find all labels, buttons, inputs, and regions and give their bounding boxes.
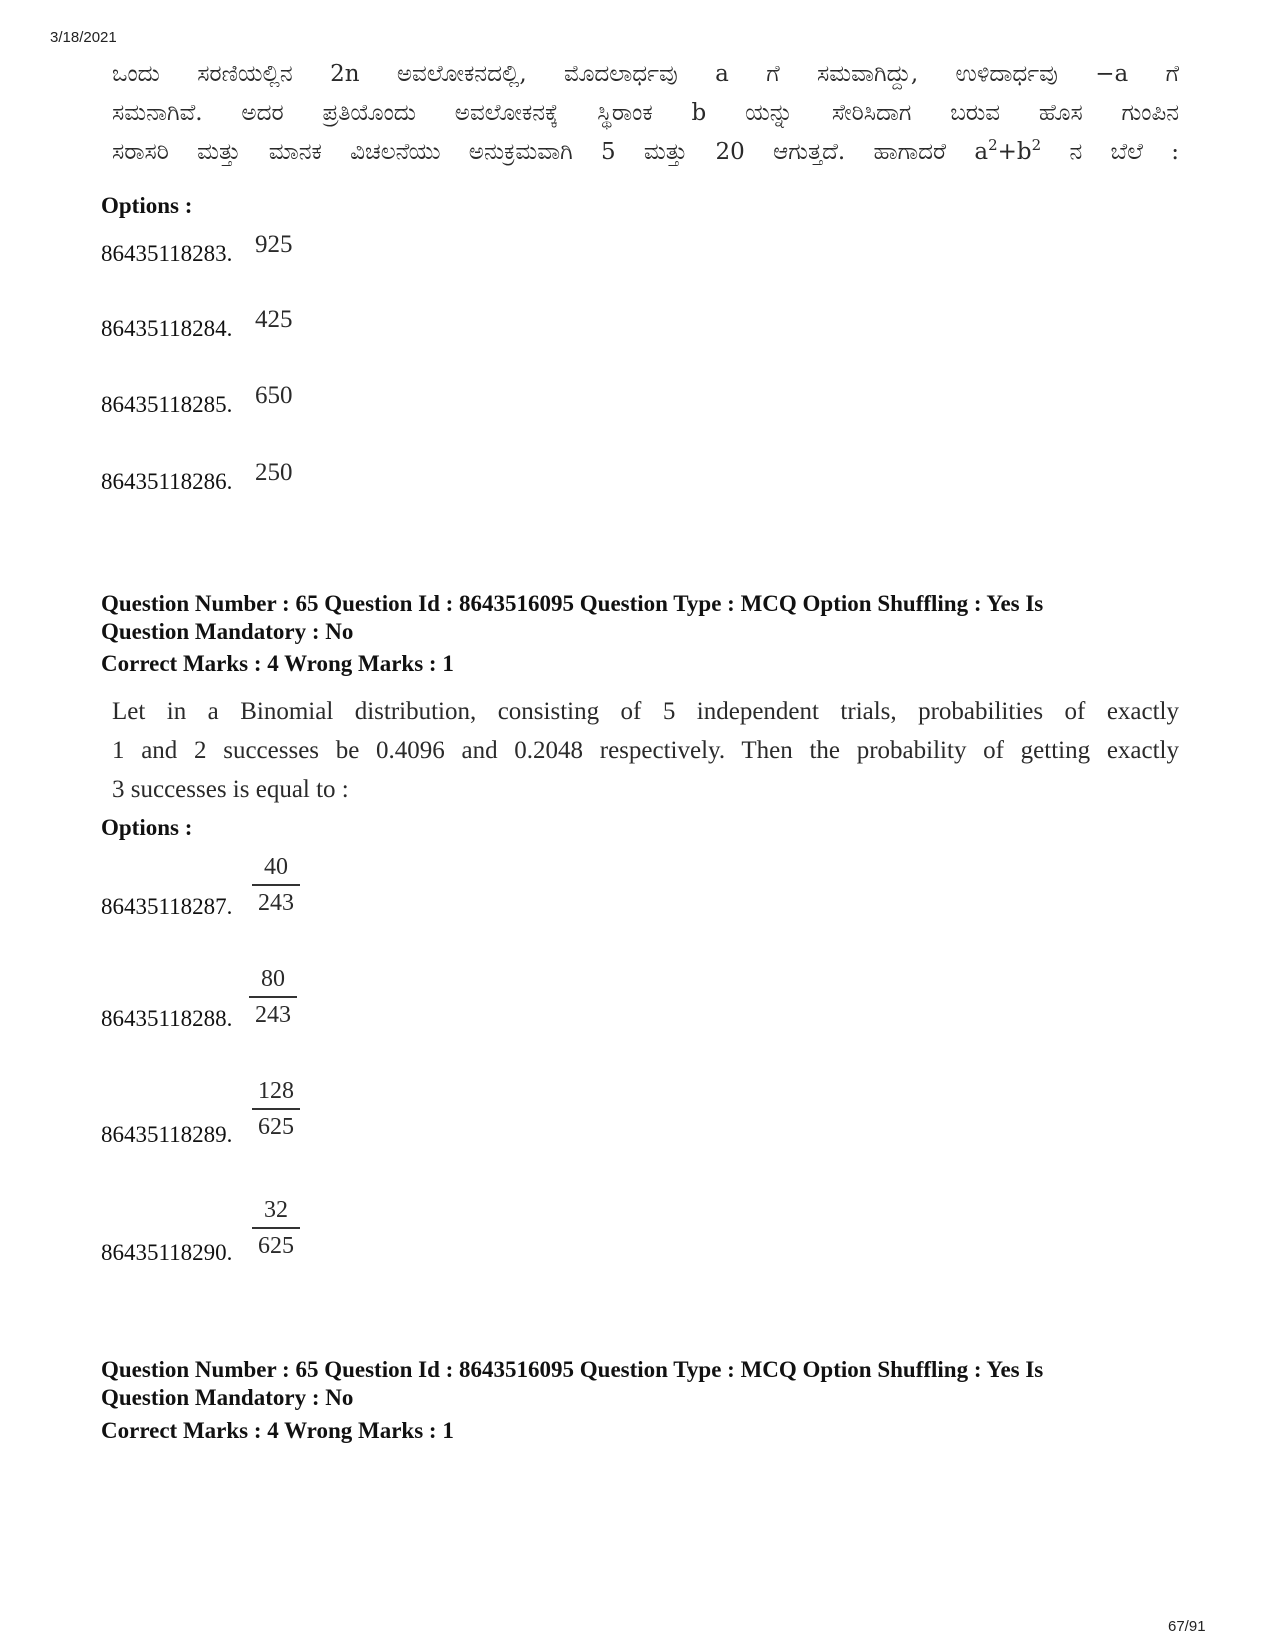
option-value: 425 (255, 306, 293, 333)
next-question-marks: Correct Marks : 4 Wrong Marks : 1 (101, 1418, 454, 1443)
next-question-header-line-1: Question Number : 65 Question Id : 8643516095 Question Type : MCQ Option Shuffling : Yes Is (101, 1357, 1044, 1382)
fraction-numerator: 32 (264, 1197, 288, 1223)
option-id: 86435118289. (101, 1122, 233, 1147)
option-id: 86435118285. (101, 392, 233, 417)
question-text (112, 692, 1179, 809)
option-id: 86435118287. (101, 894, 233, 919)
prev-question-line-3 (112, 133, 1179, 172)
option-id: 86435118283. (101, 241, 233, 266)
fraction-denominator: 243 (255, 1002, 291, 1028)
question-header-line-1: Question Number : 65 Question Id : 8643516095 Question Type : MCQ Option Shuffling : Yes Is (101, 591, 1044, 616)
next-question-header (101, 1356, 1201, 1412)
option-value: 925 (255, 231, 293, 258)
prev-question-line-3-end: ನ ಬೆಲೆ : (1041, 139, 1179, 165)
option-value: 250 (255, 459, 293, 486)
fraction-numerator: 80 (261, 966, 285, 992)
question-marks: Correct Marks : 4 Wrong Marks : 1 (101, 651, 454, 676)
superscript-2: 2 (1031, 136, 1042, 154)
fraction-numerator: 40 (264, 854, 288, 880)
option-fraction (252, 852, 300, 918)
fraction-denominator: 625 (258, 1233, 294, 1259)
fraction-bar (252, 1227, 300, 1229)
fraction-denominator: 243 (258, 890, 294, 916)
question-text-line-3: 3 successes is equal to : (112, 776, 349, 803)
fraction-numerator: 128 (258, 1078, 294, 1104)
superscript-2: 2 (988, 136, 998, 154)
option-fraction (249, 964, 297, 1030)
plus-b: +b (997, 139, 1032, 165)
fraction-denominator: 625 (258, 1114, 294, 1140)
option-fraction (252, 1195, 300, 1261)
options-label: Options : (101, 815, 193, 840)
question-text-line-1: Let in a Binomial distribution, consisting of 5 independent trials, probabilities of exactly (112, 698, 1179, 725)
fraction-bar (249, 996, 297, 998)
prev-question-line-3-main: ಸರಾಸರಿ ಮತ್ತು ಮಾನಕ ವಿಚಲನೆಯು ಅನುಕ್ರಮವಾಗಿ 5 ಮತ್ತು 20 ಆಗುತ್ತದೆ. ಹಾಗಾದರೆ a (112, 139, 989, 165)
prev-question-line-2: ಸಮನಾಗಿವೆ. ಅದರ ಪ್ರತಿಯೊಂದು ಅವಲೋಕನಕ್ಕೆ ಸ್ಥಿರಾಂಕ b ಯನ್ನು ಸೇರಿಸಿದಾಗ ಬರುವ ಹೊಸ ಗುಂಪಿನ (112, 100, 1179, 126)
next-question-header-line-2: Question Mandatory : No (101, 1385, 354, 1410)
option-id: 86435118284. (101, 316, 233, 341)
option-fraction (252, 1076, 300, 1142)
question-header-line-2: Question Mandatory : No (101, 619, 354, 644)
prev-question-line-1: ಒಂದು ಸರಣಿಯಲ್ಲಿನ 2n ಅವಲೋಕನದಲ್ಲಿ, ಮೊದಲಾರ್ಧವು a ಗೆ ಸಮವಾಗಿದ್ದು, ಉಳಿದಾರ್ಧವು −a ಗೆ (112, 61, 1179, 87)
options-label: Options : (101, 193, 193, 218)
prev-question-text (112, 55, 1179, 172)
page-number: 67/91 (1168, 1618, 1206, 1635)
question-text-line-2: 1 and 2 successes be 0.4096 and 0.2048 respectively. Then the probability of getting exactly (112, 737, 1179, 764)
option-id: 86435118286. (101, 469, 233, 494)
print-date: 3/18/2021 (50, 29, 117, 46)
option-value: 650 (255, 382, 293, 409)
option-id: 86435118290. (101, 1240, 233, 1265)
fraction-bar (252, 1108, 300, 1110)
question-header (101, 590, 1201, 646)
option-id: 86435118288. (101, 1006, 233, 1031)
fraction-bar (252, 884, 300, 886)
